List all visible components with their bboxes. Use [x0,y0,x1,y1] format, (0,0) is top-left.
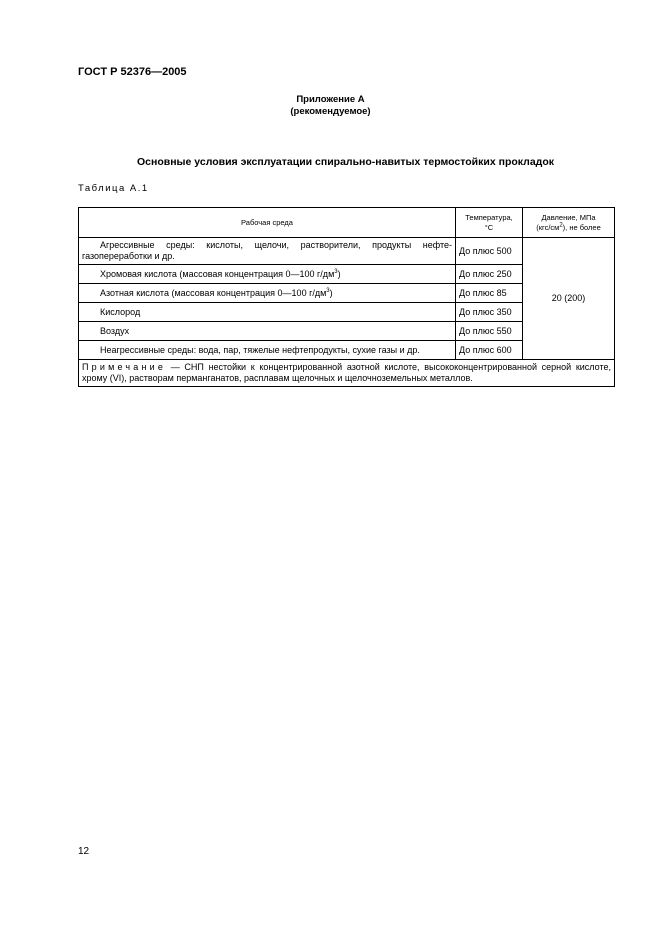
header-pressure-line1: Давление, МПа [541,212,596,222]
temperature-cell: До плюс 85 [456,284,523,303]
table-note [79,360,615,387]
header-pressure-line2b: ), не более [562,222,601,232]
medium-sup: 3 [334,268,338,275]
medium-cell: Кислород [79,303,456,322]
temperature-cell: До плюс 500 [456,238,523,265]
header-pressure-sup: 2 [559,222,563,228]
table-note-row [79,360,615,387]
pressure-cell: 20 (200) [523,238,615,360]
medium-sup: 3 [326,287,330,294]
medium-text-end: ) [337,268,341,279]
table-header-row [79,208,615,238]
appendix-heading [0,94,661,118]
appendix-subtitle: (рекомендуемое) [290,106,371,117]
medium-cell [79,265,456,284]
conditions-table [78,207,615,387]
section-title: Основные условия эксплуатации спирально-навитых термостойких прокладок [137,156,554,168]
header-temperature [456,208,523,238]
medium-cell: Неагрессивные среды: вода, пар, тяжелые нефтепродукты, сухие газы и др. [79,341,456,360]
temperature-cell: До плюс 250 [456,265,523,284]
page-number: 12 [78,846,90,857]
temperature-cell: До плюс 350 [456,303,523,322]
temperature-cell: До плюс 600 [456,341,523,360]
table-label: Таблица А.1 [78,183,149,194]
header-pressure [523,208,615,238]
header-medium: Рабочая среда [79,208,456,238]
header-temperature-line2: °С [484,222,494,232]
note-text: — СНП нестойки к концентрированной азотной кислоте, высококонцентрированной серной кислоте, хрому (VI), растворам перманганатов, расплавам щелочных и щелочноземельных металлов. [82,362,611,383]
medium-text: Хромовая кислота (массовая концентрация 0—100 г/дм [100,268,335,279]
standard-code: ГОСТ Р 52376—2005 [78,66,187,78]
note-label: Примечание [82,362,167,372]
header-pressure-line2a: (кгс/см [536,222,560,232]
temperature-cell: До плюс 550 [456,322,523,341]
medium-cell: Воздух [79,322,456,341]
header-temperature-line1: Температура, [465,212,513,222]
table-row [79,238,615,265]
medium-cell [79,284,456,303]
medium-text: Азотная кислота (массовая концентрация 0—100 г/дм [100,287,327,298]
appendix-title: Приложение А [296,94,365,105]
medium-text-end: ) [329,287,333,298]
medium-cell: Агрессивные среды: кислоты, щелочи, растворители, продукты нефте-газопереработки и др. [79,238,456,265]
